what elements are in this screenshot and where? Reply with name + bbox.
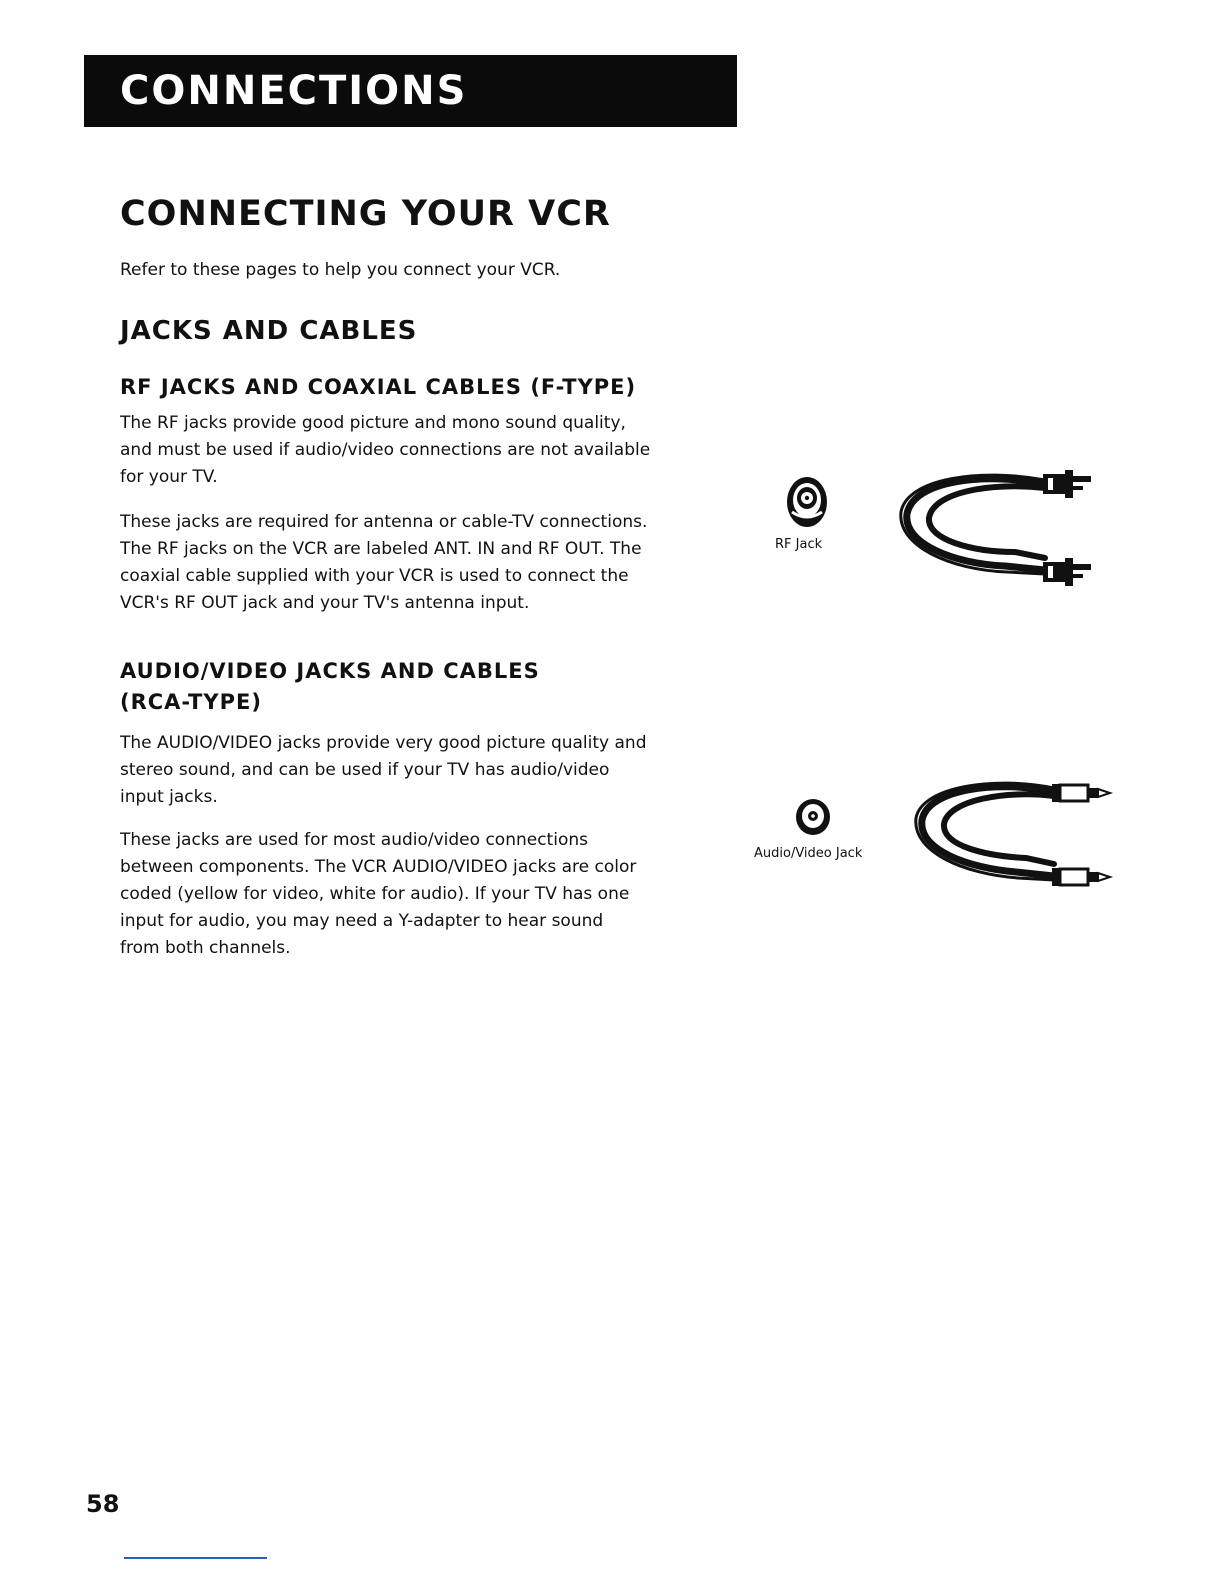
- rca-cable-icon: [912, 776, 1120, 892]
- page-title: CONNECTING YOUR VCR: [120, 194, 611, 234]
- av-paragraph-2: These jacks are used for most audio/video connections between components. The VCR AUDIO/VIDEO jacks are color coded (yellow for video, white for audio). If your TV has one input for audio, you may need a Y-adapter to hear sound from both channels.: [120, 830, 637, 958]
- rf-paragraph-2: These jacks are required for antenna or cable-TV connections. The RF jacks on the VCR are labeled ANT. IN and RF OUT. The coaxial cable supplied with your VCR is used to connect the VCR's RF OUT jack and your TV's antenna input.: [120, 512, 648, 613]
- rf-jack-label: RF Jack: [775, 537, 823, 552]
- audio-video-jack-label: Audio/Video Jack: [754, 846, 863, 861]
- page-number: 58: [86, 1490, 120, 1518]
- rf-jack-icon: [780, 474, 834, 534]
- av-heading: AUDIO/VIDEO JACKS AND CABLES (RCA-TYPE): [120, 659, 540, 714]
- banner-title: CONNECTIONS: [120, 68, 468, 114]
- section-title: JACKS AND CABLES: [120, 316, 418, 346]
- rf-heading: RF JACKS AND COAXIAL CABLES (F-TYPE): [120, 375, 637, 399]
- intro-text: Refer to these pages to help you connect your VCR.: [120, 260, 561, 280]
- av-paragraph-1: The AUDIO/VIDEO jacks provide very good picture quality and stereo sound, and can be used if your TV has audio/video input jacks.: [120, 733, 647, 807]
- footer-rule: [124, 1557, 267, 1559]
- coaxial-cable-icon: [895, 466, 1105, 594]
- rf-paragraph-1: The RF jacks provide good picture and mono sound quality, and must be used if audio/video connections are not available for your TV.: [120, 413, 651, 487]
- section-banner: [84, 55, 737, 127]
- audio-video-jack-icon: [793, 796, 833, 838]
